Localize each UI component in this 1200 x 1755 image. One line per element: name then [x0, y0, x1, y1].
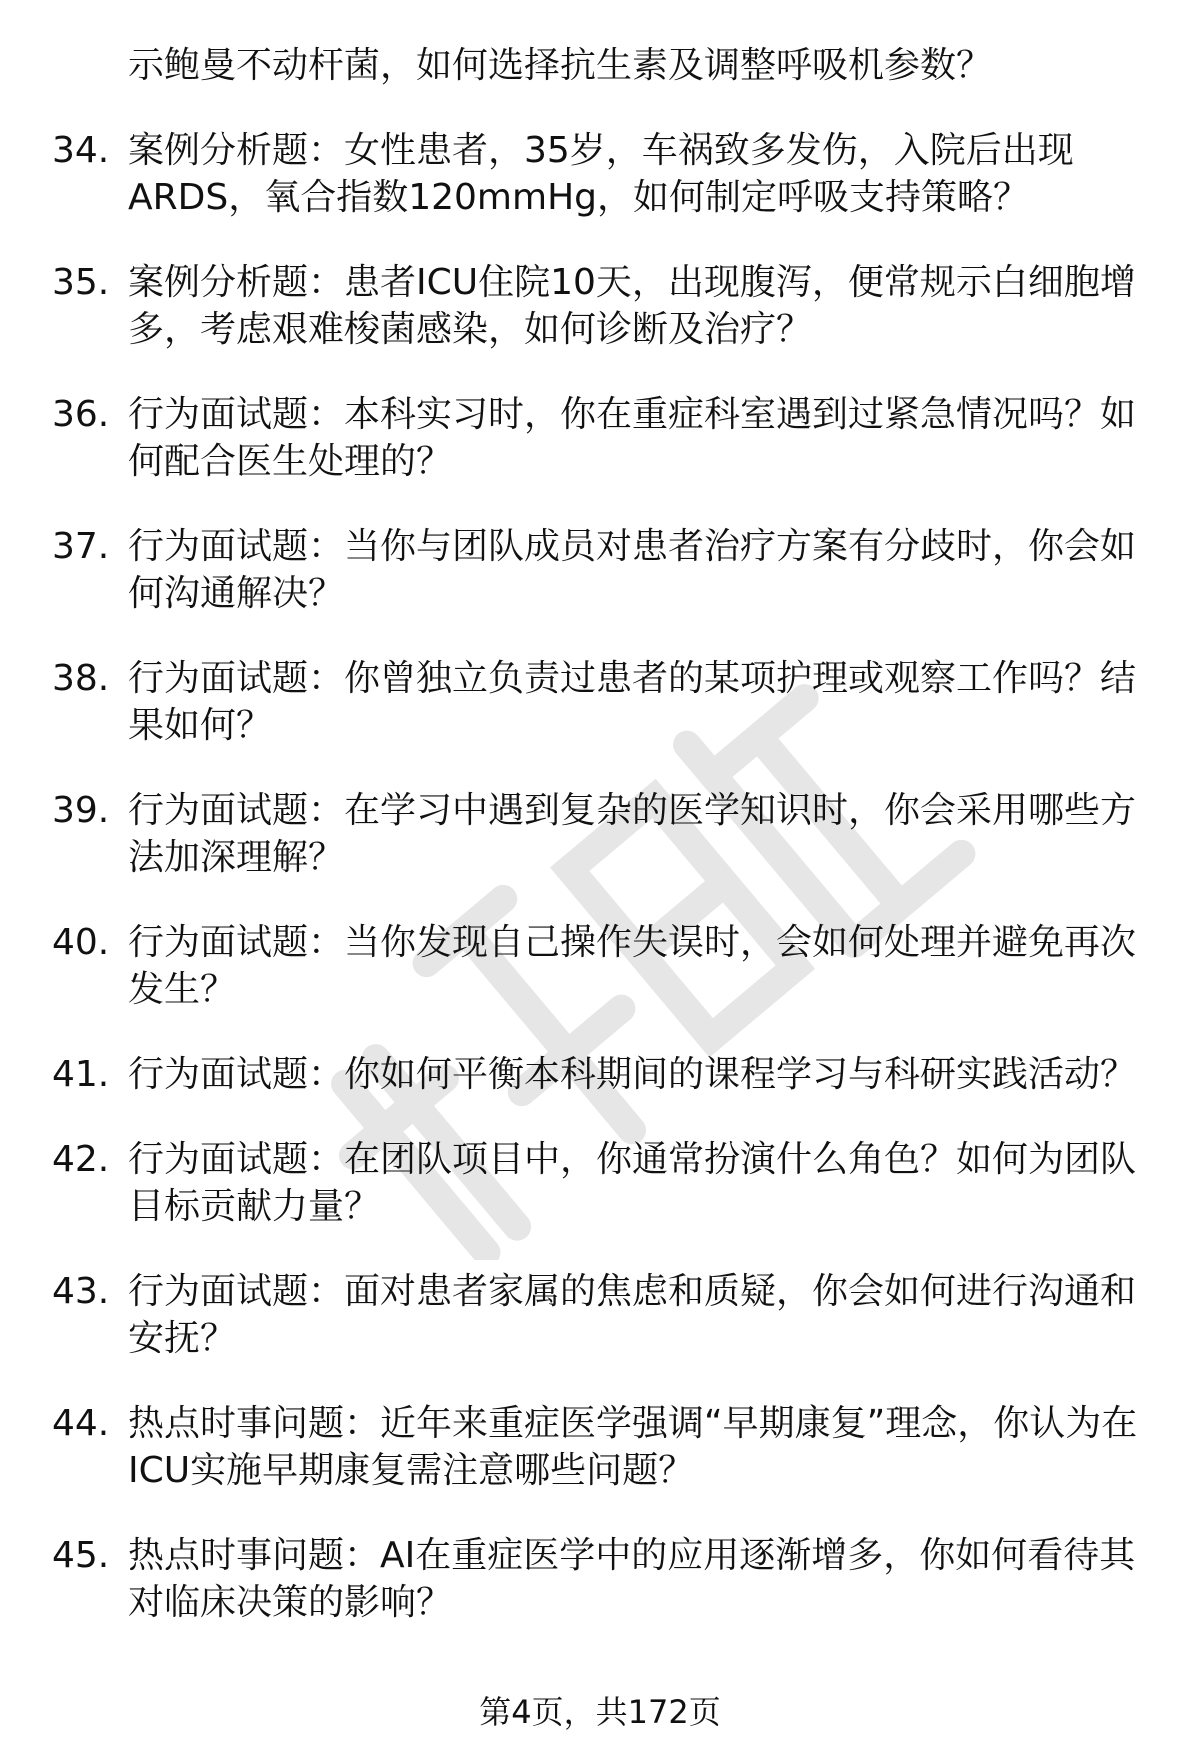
list-item-text: 行为面试题：本科实习时，你在重症科室遇到过紧急情况吗？如何配合医生处理的？: [128, 394, 1137, 482]
page-number: 第4页，共172页: [479, 1693, 721, 1731]
list-item-text: 案例分析题：女性患者，35岁，车祸致多发伤，入院后出现ARDS，氧合指数120mmHg，如何制定呼吸支持策略？: [128, 130, 1074, 218]
list-item-number: 41.: [52, 1054, 110, 1095]
list-item: [52, 1400, 1152, 1494]
list-item: [52, 1136, 1152, 1230]
list-item-text: 示鲍曼不动杆菌，如何选择抗生素及调整呼吸机参数？: [128, 45, 993, 86]
list-item-number: 45.: [52, 1535, 110, 1576]
list-item-number: 43.: [52, 1271, 110, 1312]
list-item: [52, 1051, 1152, 1098]
list-item-text: 行为面试题：当你与团队成员对患者治疗方案有分歧时，你会如何沟通解决？: [128, 526, 1137, 614]
list-item-text: 行为面试题：在学习中遇到复杂的医学知识时，你会采用哪些方法加深理解？: [128, 790, 1137, 878]
list-item: [52, 523, 1152, 617]
list-item-text: 行为面试题：当你发现自己操作失误时，会如何处理并避免再次发生？: [128, 922, 1137, 1010]
list-item-number: 34.: [52, 130, 110, 171]
list-item-number: 36.: [52, 394, 110, 435]
list-item: [52, 1532, 1152, 1626]
list-item-text: 行为面试题：你曾独立负责过患者的某项护理或观察工作吗？结果如何？: [128, 658, 1137, 746]
list-item-text: 热点时事问题：AI在重症医学中的应用逐渐增多，你如何看待其对临床决策的影响？: [128, 1535, 1136, 1623]
list-item: [52, 391, 1152, 485]
list-item-number: 44.: [52, 1403, 110, 1444]
list-item-text: 热点时事问题：近年来重症医学强调“早期康复”理念，你认为在ICU实施早期康复需注意哪些问题？: [128, 1403, 1138, 1491]
list-item-text: 行为面试题：在团队项目中，你通常扮演什么角色？如何为团队目标贡献力量？: [128, 1139, 1137, 1227]
list-item-text: 行为面试题：你如何平衡本科期间的课程学习与科研实践活动？: [128, 1054, 1137, 1095]
list-item-number: 40.: [52, 922, 110, 963]
list-item-continuation: [52, 42, 1152, 89]
list-item-number: 37.: [52, 526, 110, 567]
list-item-number: 35.: [52, 262, 110, 303]
list-item: [52, 259, 1152, 353]
list-item: [52, 1268, 1152, 1362]
list-item: [52, 127, 1152, 221]
list-item: [52, 655, 1152, 749]
list-item-text: 案例分析题：患者ICU住院10天，出现腹泻，便常规示白细胞增多，考虑艰难梭菌感染，如何诊断及治疗？: [128, 262, 1136, 350]
list-item-number: 42.: [52, 1139, 110, 1180]
list-item-text: 行为面试题：面对患者家属的焦虑和质疑，你会如何进行沟通和安抚？: [128, 1271, 1137, 1359]
list-item: [52, 787, 1152, 881]
list-item-number: 39.: [52, 790, 110, 831]
question-list: [52, 42, 1152, 1664]
list-item: [52, 919, 1152, 1013]
list-item-number: 38.: [52, 658, 110, 699]
